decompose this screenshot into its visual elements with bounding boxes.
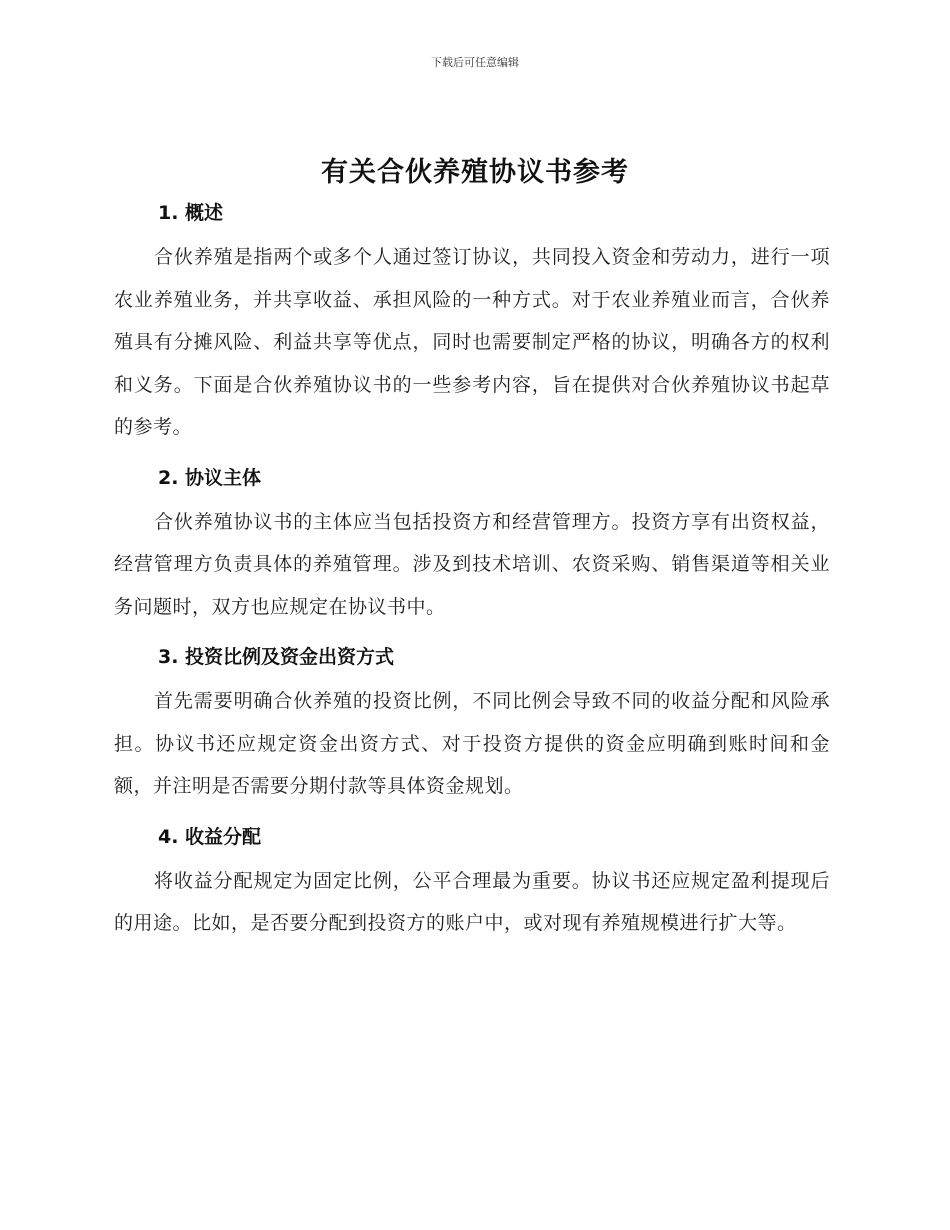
section-heading: 4. 收益分配 [158,825,262,848]
section-heading: 1. 概述 [158,202,224,224]
section-profit-distribution [114,820,830,945]
section-investment [114,640,830,808]
section-paragraph: 首先需要明确合伙养殖的投资比例，不同比例会导致不同的收益分配和风险承担。协议书还应规定资金出资方式、对于投资方提供的资金应明确到账时间和金额，并注明是否需要分期付款等具体资金规划。 [114,690,830,797]
section-overview [114,196,830,449]
document-title: 有关合伙养殖协议书参考 [321,157,629,188]
section-agreement-parties [114,461,830,629]
section-paragraph: 合伙养殖协议书的主体应当包括投资方和经营管理方。投资方享有出资权益，经营管理方负责具体的养殖管理。涉及到技术培训、农资采购、销售渠道等相关业务问题时，双方也应规定在协议书中。 [114,510,830,618]
header-note: 下载后可任意编辑 [431,56,519,69]
section-paragraph: 合伙养殖是指两个或多个人通过签订协议，共同投入资金和劳动力，进行一项农业养殖业务，并共享收益、承担风险的一种方式。对于农业养殖业而言，合伙养殖具有分摊风险、利益共享等优点，同时也需要制定严格的协议，明确各方的权利和义务。下面是合伙养殖协议书的一些参考内容，旨在提供对合伙养殖协议书起草的参考。 [114,246,830,438]
section-heading: 2. 协议主体 [158,466,262,489]
section-heading: 3. 投资比例及资金出资方式 [158,646,395,668]
document-body [114,196,830,957]
section-paragraph: 将收益分配规定为固定比例，公平合理最为重要。协议书还应规定盈利提现后的用途。比如，是否要分配到投资方的账户中，或对现有养殖规模进行扩大等。 [114,869,830,934]
